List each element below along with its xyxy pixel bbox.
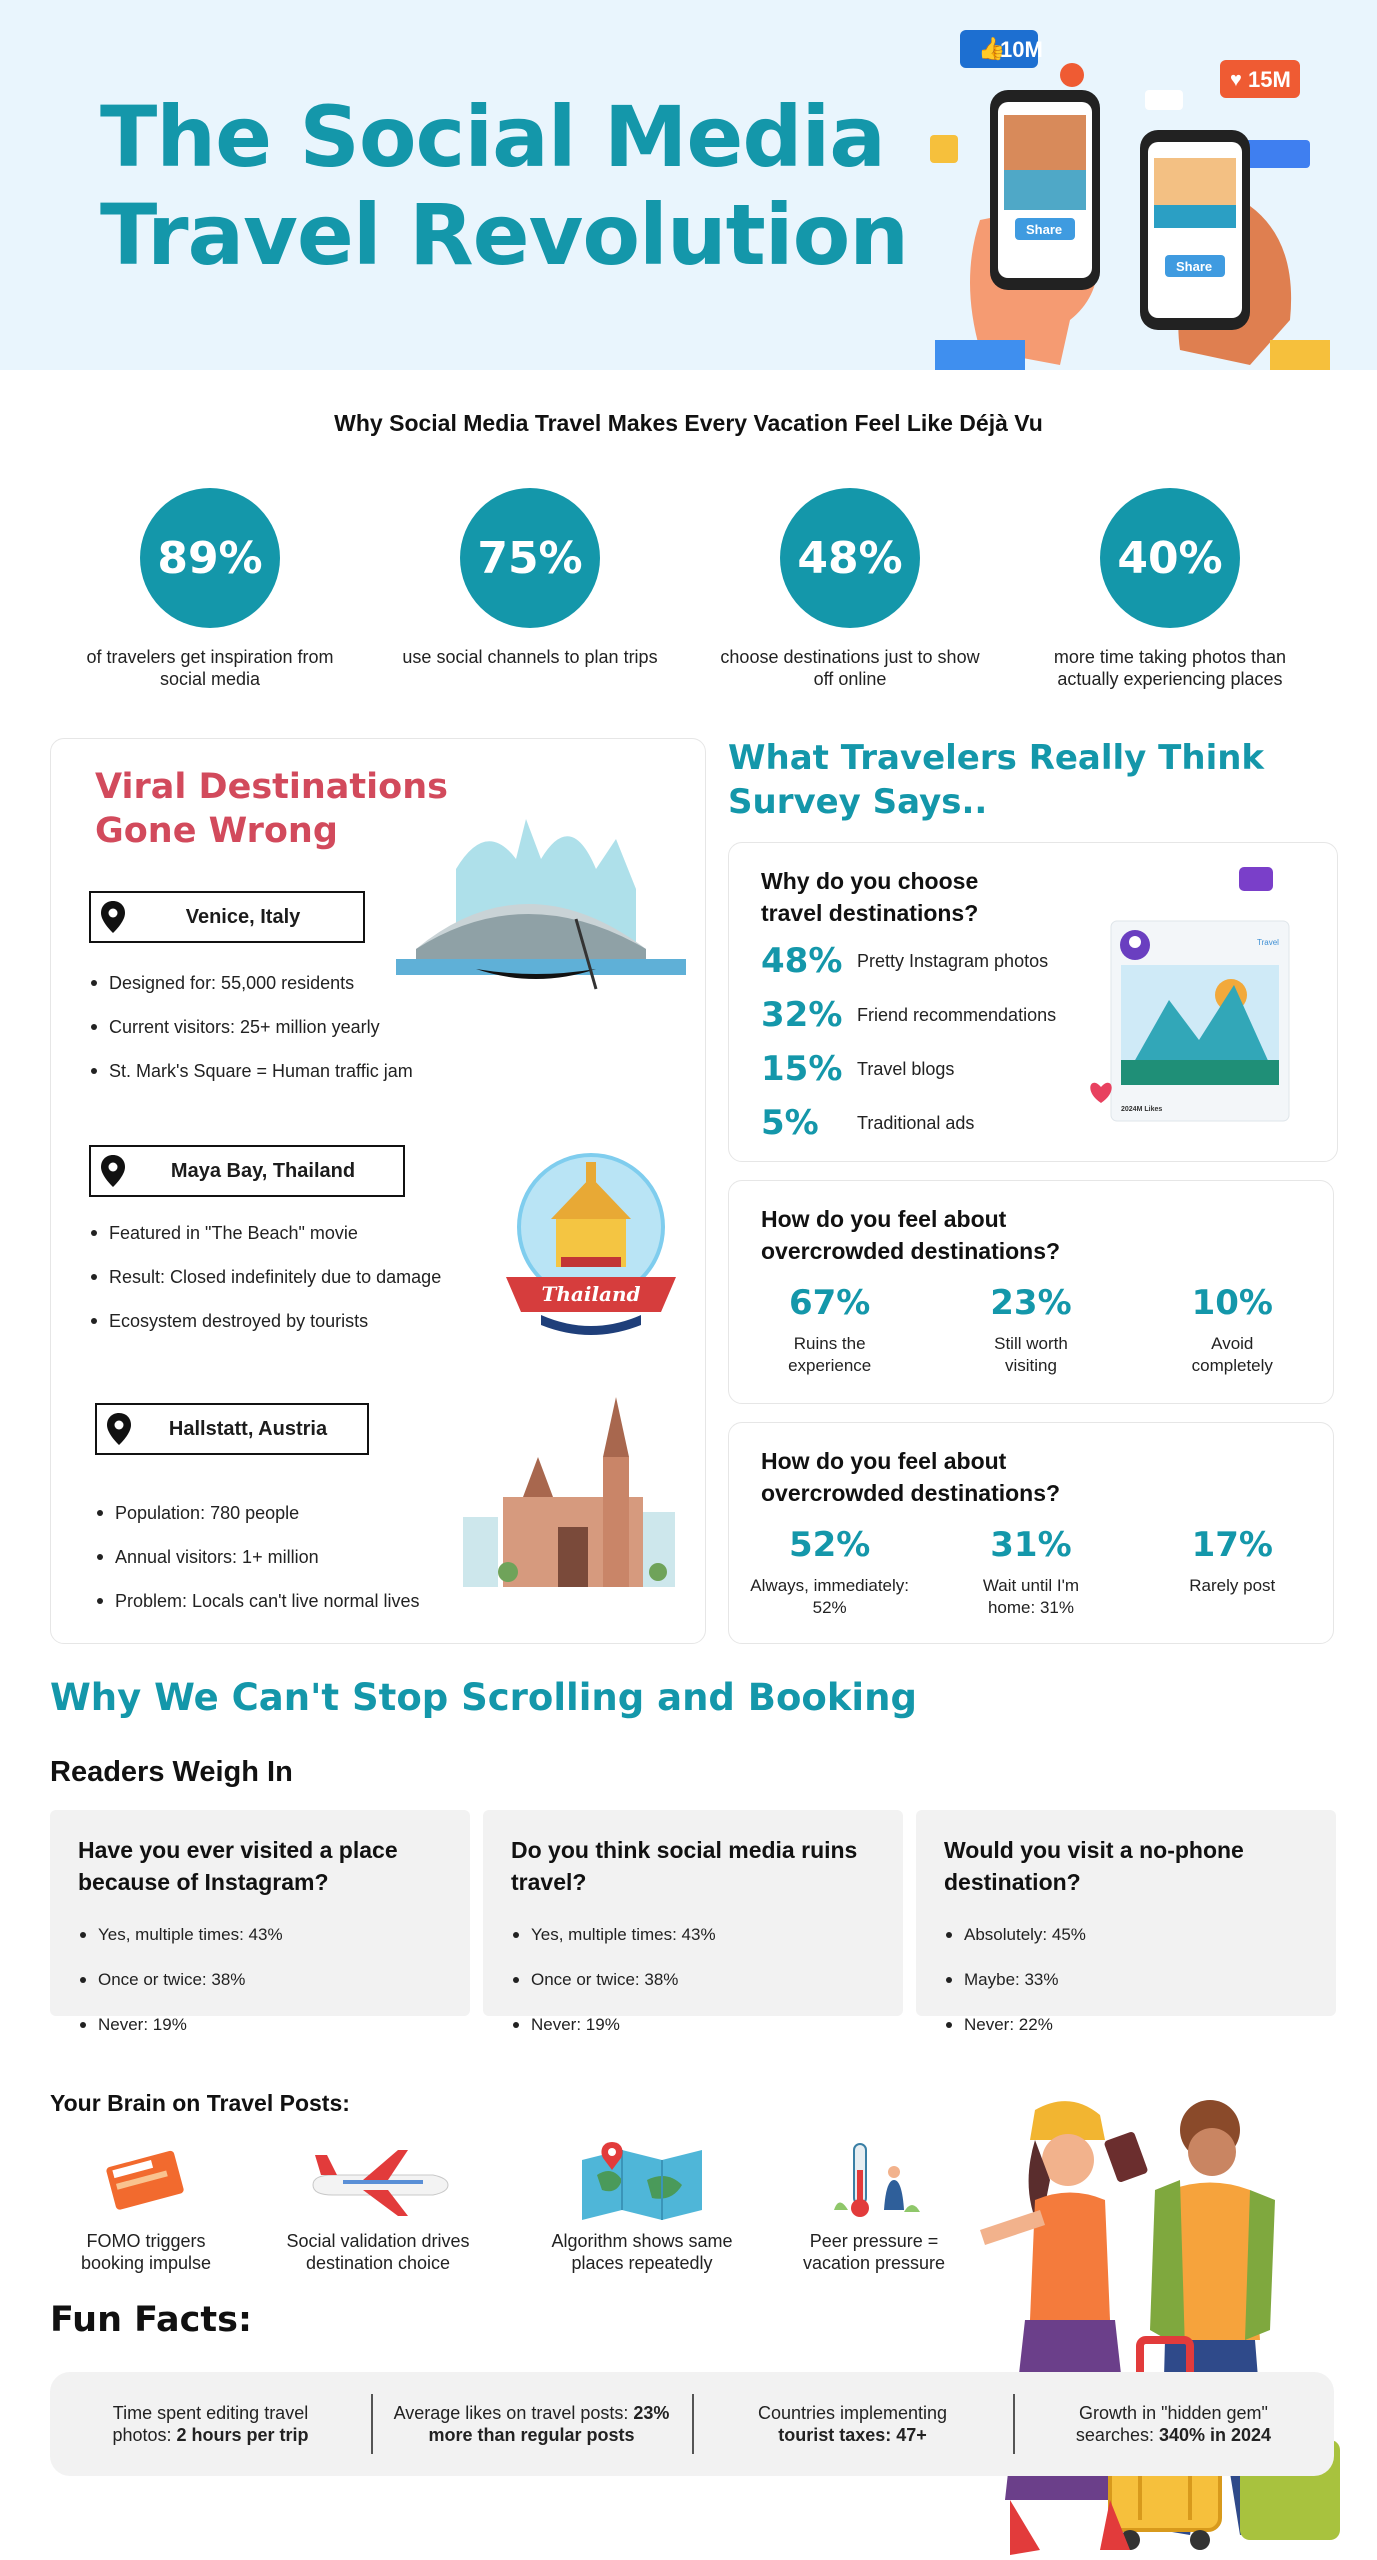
fact-item: Featured in "The Beach" movie <box>89 1211 441 1255</box>
brain-item <box>258 2140 498 2274</box>
reader-answer: Once or twice: 38% <box>78 1957 283 2002</box>
reader-answer: Maybe: 33% <box>944 1957 1086 2002</box>
venice-facts <box>89 961 413 1093</box>
location-label: Maya Bay, Thailand <box>170 1159 356 1182</box>
fact-item: Result: Closed indefinitely due to damage <box>89 1255 441 1299</box>
survey-card-posting <box>728 1422 1334 1644</box>
survey-pct: 52% <box>788 1525 871 1565</box>
hallstatt-facts <box>95 1491 420 1623</box>
survey-column <box>729 1525 930 1619</box>
survey-pct: 31% <box>990 1525 1072 1565</box>
map-icon <box>577 2140 707 2220</box>
reader-answers <box>511 1912 716 2047</box>
survey-label: Wait until I'm home: 31% <box>982 1576 1080 1617</box>
like-badge-10m: 10M <box>1000 37 1043 62</box>
fun-fact-lead: Countries implementing <box>757 2403 948 2423</box>
fun-fact-lead: Time spent editing travel photos: <box>112 2403 309 2445</box>
reader-answer: Never: 19% <box>511 2002 716 2047</box>
survey-pct: 17% <box>1191 1525 1273 1565</box>
stat-text: use social channels to plan trips <box>402 647 658 667</box>
fact-item: St. Mark's Square = Human traffic jam <box>89 1049 413 1093</box>
share-button-right: Share <box>1176 259 1213 274</box>
maya-bay-facts <box>89 1211 441 1343</box>
survey-label: Travel blogs <box>857 1058 955 1079</box>
survey-label: Traditional ads <box>857 1112 975 1133</box>
like-badge-15m: 15M <box>1248 67 1291 92</box>
survey-column <box>1132 1283 1333 1377</box>
brain-item <box>522 2140 762 2274</box>
fun-fact-lead: Average likes on travel posts: <box>393 2403 629 2423</box>
survey-row <box>761 995 1056 1035</box>
survey-row <box>761 1103 974 1143</box>
subtitle: Why Social Media Travel Makes Every Vacation Feel Like Déjà Vu <box>334 410 1043 436</box>
reader-answers <box>944 1912 1086 2047</box>
instagram-post-illustration <box>1089 865 1319 1135</box>
survey-card-destinations <box>728 842 1338 1162</box>
travelers-illustration <box>940 2080 1360 2560</box>
page-title: The Social Media Travel Revolution <box>100 88 909 284</box>
venice-illustration <box>396 799 686 999</box>
survey-label: Avoid completely <box>1191 1334 1273 1375</box>
share-button-left: Share <box>1026 222 1063 237</box>
ticket-icon <box>96 2140 196 2220</box>
reader-answer: Once or twice: 38% <box>511 1957 716 2002</box>
fun-facts-title: Fun Facts: <box>50 2300 252 2340</box>
survey-pct: 23% <box>990 1283 1072 1323</box>
survey-card-overcrowded <box>728 1180 1334 1404</box>
location-pin-icon <box>91 893 135 941</box>
reader-question: Have you ever visited a place because of Instagram? <box>78 1837 398 1895</box>
survey-question: How do you feel about overcrowded destinations? <box>761 1448 1061 1506</box>
survey-pct: 48% <box>761 941 843 981</box>
fun-fact-bold: tourist taxes: 47+ <box>778 2425 927 2445</box>
stat-text: more time taking photos than actually experiencing places <box>1053 647 1287 689</box>
reader-card <box>916 1810 1336 2034</box>
survey-question: Why do you choose travel destinations? <box>761 868 979 926</box>
reader-answer: Never: 22% <box>944 2002 1086 2047</box>
reader-answers <box>78 1912 283 2047</box>
survey-question: How do you feel about overcrowded destinations? <box>761 1206 1061 1264</box>
location-label: Hallstatt, Austria <box>168 1417 328 1440</box>
survey-column <box>1132 1525 1333 1619</box>
thailand-globe-illustration <box>501 1147 681 1337</box>
fun-fact-item <box>371 2402 692 2446</box>
survey-label: Ruins the experience <box>788 1334 872 1375</box>
survey-column <box>930 1283 1131 1377</box>
survey-pct: 32% <box>761 995 843 1035</box>
brain-item <box>26 2140 266 2274</box>
stats-row <box>70 488 1310 698</box>
survey-label: Always, immediately: 52% <box>750 1576 910 1617</box>
post-likes: 2024M Likes <box>1121 1106 1163 1113</box>
survey-columns <box>729 1283 1333 1377</box>
location-venice <box>89 891 365 943</box>
reader-card <box>50 1810 470 2034</box>
reader-question: Would you visit a no-phone destination? <box>944 1837 1244 1895</box>
fact-item: Population: 780 people <box>95 1491 420 1535</box>
viral-destinations-card <box>50 738 706 1644</box>
readers-cards <box>50 1810 1336 2034</box>
readers-title: Readers Weigh In <box>50 1756 293 1788</box>
brain-text: Algorithm shows same places repeatedly <box>551 2231 733 2273</box>
stat-text: of travelers get inspiration from social media <box>86 647 334 689</box>
airplane-icon <box>303 2140 453 2220</box>
svg-text:👍: 👍 <box>978 36 1006 61</box>
hallstatt-church-illustration <box>463 1397 675 1597</box>
stat-item <box>1030 488 1310 698</box>
survey-pct: 15% <box>761 1049 843 1089</box>
fun-fact-item <box>1013 2402 1334 2446</box>
survey-label: Rarely post <box>1189 1576 1276 1595</box>
location-pin-icon <box>91 1147 135 1195</box>
stat-item <box>70 488 350 698</box>
brain-text: FOMO triggers booking impulse <box>80 2231 212 2273</box>
fact-item: Problem: Locals can't live normal lives <box>95 1579 420 1623</box>
stat-circle: 40% <box>1100 488 1240 628</box>
fun-fact-bold: 340% in 2024 <box>1158 2425 1272 2445</box>
stat-circle: 48% <box>780 488 920 628</box>
location-hallstatt <box>95 1403 369 1455</box>
fact-item: Current visitors: 25+ million yearly <box>89 1005 413 1049</box>
fun-fact-bold: 23% more than regular posts <box>428 2403 670 2445</box>
stat-circle: 89% <box>140 488 280 628</box>
location-pin-icon <box>97 1405 141 1453</box>
survey-pct: 67% <box>788 1283 871 1323</box>
brain-title: Your Brain on Travel Posts: <box>50 2090 350 2116</box>
survey-pct: 10% <box>1191 1283 1273 1323</box>
survey-column <box>729 1283 930 1377</box>
brain-text: Social validation drives destination choice <box>286 2231 470 2273</box>
fun-facts-bar <box>50 2372 1334 2476</box>
reader-answer: Absolutely: 45% <box>944 1912 1086 1957</box>
hands-phones-illustration <box>920 20 1340 370</box>
fact-item: Designed for: 55,000 residents <box>89 961 413 1005</box>
reader-answer: Yes, multiple times: 43% <box>511 1912 716 1957</box>
fact-item: Annual visitors: 1+ million <box>95 1535 420 1579</box>
survey-columns <box>729 1525 1333 1619</box>
survey-row <box>761 941 1048 981</box>
survey-label: Pretty Instagram photos <box>857 950 1049 971</box>
thermometer-icon <box>824 2140 924 2220</box>
location-maya-bay <box>89 1145 405 1197</box>
viral-title: Viral Destinations Gone Wrong <box>95 767 448 851</box>
post-caption: Travel <box>1257 938 1279 947</box>
survey-row <box>761 1049 954 1089</box>
thailand-badge-label: Thailand <box>541 1282 641 1306</box>
hero-banner <box>0 0 1377 370</box>
reader-answer: Never: 19% <box>78 2002 283 2047</box>
survey-column <box>930 1525 1131 1619</box>
survey-title: What Travelers Really Think Survey Says.. <box>728 738 1265 822</box>
stat-item <box>710 488 990 698</box>
stat-item <box>390 488 670 698</box>
brain-text: Peer pressure = vacation pressure <box>802 2231 946 2273</box>
svg-text:♥: ♥ <box>1230 69 1242 91</box>
survey-label: Still worth visiting <box>994 1334 1068 1375</box>
fun-fact-item <box>692 2402 1013 2446</box>
scrolling-section-title: Why We Can't Stop Scrolling and Booking <box>50 1676 917 1719</box>
stat-text: choose destinations just to show off online <box>720 647 980 689</box>
reader-question: Do you think social media ruins travel? <box>511 1837 858 1895</box>
reader-card <box>483 1810 903 2034</box>
stat-circle: 75% <box>460 488 600 628</box>
fun-fact-bold: 2 hours per trip <box>176 2425 309 2445</box>
survey-label: Friend recommendations <box>857 1004 1057 1025</box>
location-label: Venice, Italy <box>185 905 301 928</box>
fun-fact-lead: Growth in "hidden gem" searches: <box>1075 2403 1268 2445</box>
reader-answer: Yes, multiple times: 43% <box>78 1912 283 1957</box>
survey-pct: 5% <box>761 1103 819 1143</box>
fact-item: Ecosystem destroyed by tourists <box>89 1299 441 1343</box>
fun-fact-item <box>50 2402 371 2446</box>
